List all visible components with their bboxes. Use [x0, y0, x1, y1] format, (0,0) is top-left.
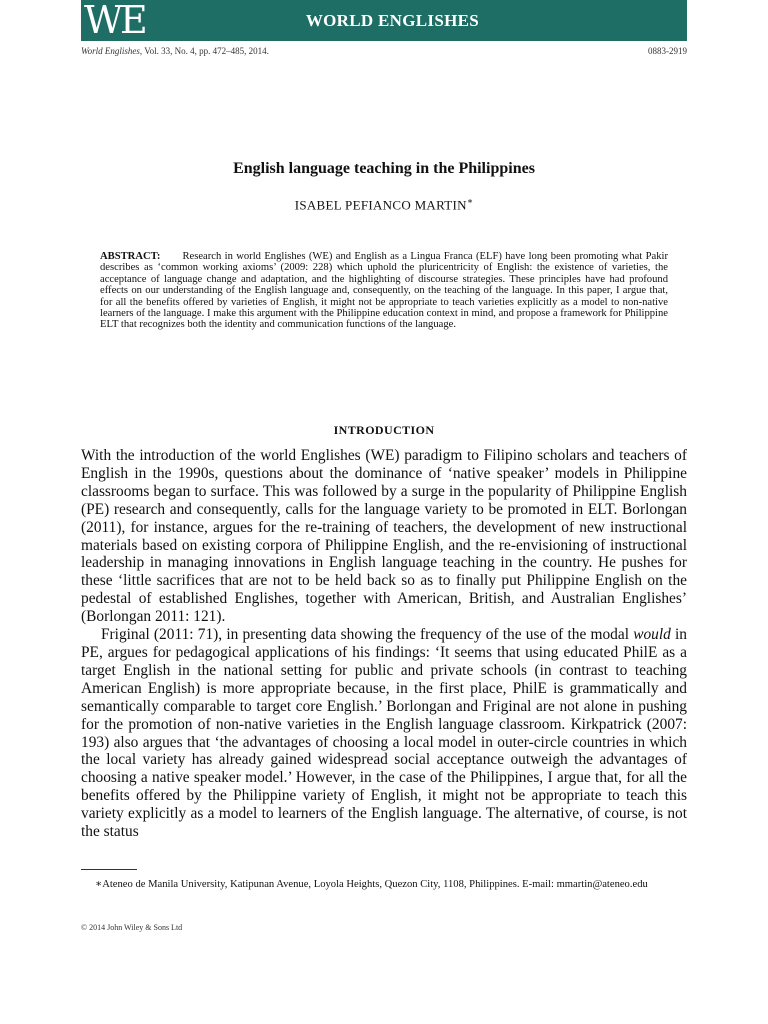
citation-journal: World Englishes [81, 46, 140, 56]
section-heading-introduction: INTRODUCTION [333, 423, 435, 437]
citation-line [81, 46, 269, 56]
footnote-divider [81, 869, 137, 870]
issn: 0883-2919 [648, 46, 687, 56]
paragraph-1: With the introduction of the world Englishes (WE) paradigm to Filipino scholars and teachers of English in the 1990s, questions about the dominance of ‘native speaker’ models in Philippine classrooms began to surface. This was followed by a surge in the popularity of Philippine English (PE) research and consequently, calls for the language variety to be promoted in ELT. Borlongan (2011), for instance, argues for the re-training of teachers, the development of new instructional materials based on existing corpora of Philippine English, and the re-envisioning of instructional leadership in managing innovations in English language teaching in the country. He pushes for these ‘little sacrifices that are not to be held back so as to finally put Philippine English on the pedestal of established Englishes, together with American, British, and Australian Englishes’ (Borlongan 2011: 121). [81, 447, 687, 626]
paragraph-2: Friginal (2011: 71), in presenting data showing the frequency of the use of the modal would in PE, argues for pedagogical applications of his findings: ‘It seems that using educated PhilE as a target English in the national setting for public and private schools (in contrast to teaching American English) is more appropriate because, in the first place, PhilE is grammatically and semantically comparable to target core English.’ Borlongan and Friginal are not alone in pushing for the promotion of non-native varieties in the English language classroom. Kirkpatrick (2007: 193) also argues that ‘the advantages of choosing a local model in outer-circle countries in which the local variety has already gained widespread social acceptance outweigh the advantages of choosing a native speaker model.’ However, in the case of the Philippines, I argue that, for all the benefits offered by the Philippine variety of English, it might not be appropriate to teach this variety explicitly as a model to learners of the English language. The alternative, of course, is not the status [81, 626, 688, 841]
journal-banner [81, 0, 687, 41]
footnote: ∗Ateneo de Manila University, Katipunan Avenue, Loyola Heights, Quezon City, 1108, Philippines. E-mail: mmartin@ateneo.edu [95, 879, 648, 890]
journal-logo: WE [84, 0, 145, 42]
abstract [100, 251, 668, 331]
italic-term: would [633, 626, 671, 644]
author-line [0, 196, 768, 213]
citation-details: , Vol. 33, No. 4, pp. 472–485, 2014. [139, 46, 269, 56]
journal-name: WORLD ENGLISHES [305, 11, 479, 30]
author-name: ISABEL PEFIANCO MARTIN [294, 197, 467, 213]
article-title: English language teaching in the Philippines [233, 160, 535, 177]
abstract-text: Research in world Englishes (WE) and English as a Lingua Franca (ELF) have long been promoting what Pakir describes as ‘common working axioms’ (2009: 228) which uphold the pluricentricity of English: the existence of varieties, the acceptance of language change and adaptation, and the highlighting of discourse strategies. These principles have had profound effects on our understanding of the English language and, consequently, on the teaching of the language. In this paper, I argue that, for all the benefits offered by varieties of English, it might not be appropriate to teach varieties explicitly as a model to non-native learners of the language. I make this argument with the Philippine education context in mind, and propose a framework for Philippine ELT that recognizes both the identity and communication functions of the language. [100, 251, 668, 331]
author-footnote-mark: ∗ [466, 196, 474, 206]
abstract-label: ABSTRACT: [100, 251, 161, 262]
body-text [81, 447, 687, 841]
copyright-notice: © 2014 John Wiley & Sons Ltd [81, 923, 183, 932]
